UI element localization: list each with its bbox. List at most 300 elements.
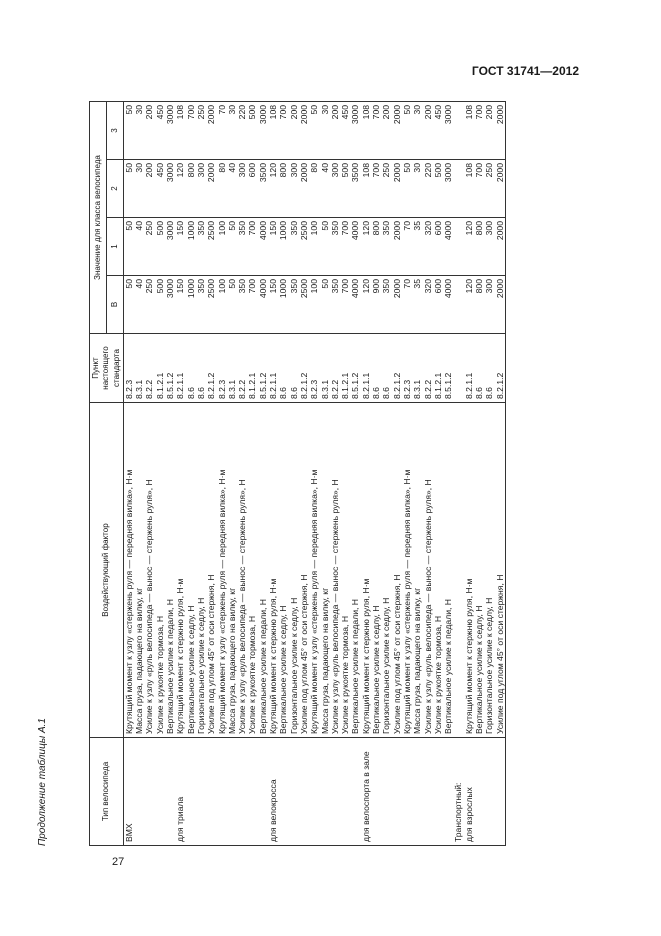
cell-clause: 8.2.1.1 (175, 334, 185, 403)
table-row (155, 101, 165, 845)
cell-class-3: 200 (423, 101, 433, 159)
cell-class-2: 220 (423, 160, 433, 218)
cell-type (474, 738, 484, 846)
table-row (402, 101, 412, 845)
cell-class-2: 300 (196, 160, 206, 218)
cell-class-1: 700 (340, 218, 350, 276)
cell-class-b: 250 (144, 276, 154, 334)
cell-class-2: 250 (484, 160, 494, 218)
cell-class-2: 3000 (165, 160, 175, 218)
cell-class-2: 3500 (258, 160, 268, 218)
cell-class-1: 350 (196, 218, 206, 276)
cell-class-b: 150 (175, 276, 185, 334)
table-row (227, 101, 237, 845)
cell-factor: Крутящий момент к узлу «стержень руля — передняя вилка», Н·м (123, 403, 134, 738)
cell-clause: 8.1.2.1 (340, 334, 350, 403)
cell-clause: 8.2.2 (330, 334, 340, 403)
cell-type (247, 738, 257, 846)
cell-class-1: 3000 (165, 218, 175, 276)
cell-class-2: 300 (237, 160, 247, 218)
cell-clause: 8.2.1.1 (268, 334, 278, 403)
cell-type (196, 738, 206, 846)
table-row (361, 101, 371, 845)
cell-class-2: 200 (144, 160, 154, 218)
cell-clause: 8.6 (289, 334, 299, 403)
cell-clause: 8.6 (196, 334, 206, 403)
cell-class-1: 1000 (278, 218, 288, 276)
load-table (89, 101, 506, 846)
cell-class-b: 500 (155, 276, 165, 334)
cell-class-b: 4000 (443, 276, 453, 334)
cell-class-b: 1000 (186, 276, 196, 334)
cell-factor: Вертикальное усилие к седлу, Н (474, 403, 484, 738)
cell-class-b: 700 (340, 276, 350, 334)
cell-factor: Крутящий момент к узлу «стержень руля — передняя вилка», Н·м (402, 403, 412, 738)
cell-class-3: 220 (237, 101, 247, 159)
cell-type (165, 738, 175, 846)
table-row (144, 101, 154, 845)
table-row (423, 101, 433, 845)
cell-type: Транспортный: (453, 738, 463, 846)
cell-class-b: 120 (464, 276, 474, 334)
cell-factor: Масса груза, падающего на вилку, кг (134, 403, 144, 738)
cell-class-1: 2500 (206, 218, 216, 276)
cell-type (289, 738, 299, 846)
cell-class-3: 2000 (392, 101, 402, 159)
cell-class-2: 500 (433, 160, 443, 218)
cell-factor: Крутящий момент к стержню руля, Н·м (175, 403, 185, 738)
cell-factor: Усилие под углом 45° от оси стержня, Н (495, 403, 506, 738)
cell-type (299, 738, 309, 846)
cell-class-1: 50 (320, 218, 330, 276)
cell-class-b: 70 (402, 276, 412, 334)
cell-class-1: 70 (402, 218, 412, 276)
cell-clause: 8.2.2 (144, 334, 154, 403)
cell-class-2: 2000 (299, 160, 309, 218)
table-row (350, 101, 360, 845)
cell-factor: Вертикальное усилие к педали, Н (258, 403, 268, 738)
cell-type: для триала (175, 738, 185, 846)
cell-factor: Усилие к узлу «руль велосипеда — вынос — стержень руля», Н (144, 403, 154, 738)
cell-class-1: 350 (330, 218, 340, 276)
cell-class-2: 120 (268, 160, 278, 218)
cell-class-b (453, 276, 463, 334)
cell-clause: 8.3.1 (134, 334, 144, 403)
cell-clause: 8.2.3 (217, 334, 227, 403)
cell-class-3: 450 (155, 101, 165, 159)
cell-class-3: 250 (196, 101, 206, 159)
cell-class-1: 50 (123, 218, 134, 276)
cell-factor: Усилие к рукоятке тормоза, Н (433, 403, 443, 738)
cell-factor: Вертикальное усилие к педали, Н (443, 403, 453, 738)
cell-class-b: 4000 (258, 276, 268, 334)
cell-class-1: 4000 (258, 218, 268, 276)
cell-clause: 8.2.1.2 (495, 334, 506, 403)
cell-class-1: 40 (134, 218, 144, 276)
cell-class-2: 700 (371, 160, 381, 218)
cell-class-3: 3000 (350, 101, 360, 159)
cell-class-3: 450 (340, 101, 350, 159)
cell-type (309, 738, 319, 846)
cell-factor: Горизонтальное усилие к седлу, Н (196, 403, 206, 738)
cell-class-3: 30 (412, 101, 422, 159)
header-class-b: В (106, 276, 123, 334)
cell-clause: 8.6 (381, 334, 391, 403)
cell-class-b: 3000 (165, 276, 175, 334)
cell-class-1: 500 (155, 218, 165, 276)
cell-type (423, 738, 433, 846)
cell-class-1: 150 (175, 218, 185, 276)
table-row (453, 101, 463, 845)
cell-class-1: 1000 (186, 218, 196, 276)
cell-class-2: 300 (289, 160, 299, 218)
cell-factor: Усилие под углом 45° от оси стержня, Н (392, 403, 402, 738)
table-row (464, 101, 474, 845)
cell-class-1: 800 (474, 218, 484, 276)
cell-clause: 8.2.2 (237, 334, 247, 403)
cell-class-b: 50 (320, 276, 330, 334)
table-row (196, 101, 206, 845)
table-row (299, 101, 309, 845)
cell-clause: 8.3.1 (320, 334, 330, 403)
cell-class-3: 50 (123, 101, 134, 159)
cell-factor: Усилие к узлу «руль велосипеда — вынос — стержень руля», Н (423, 403, 433, 738)
cell-type (392, 738, 402, 846)
table-row (289, 101, 299, 845)
cell-clause: 8.1.2.1 (247, 334, 257, 403)
cell-class-b: 350 (330, 276, 340, 334)
cell-class-3: 2000 (206, 101, 216, 159)
cell-class-b: 100 (217, 276, 227, 334)
table-row (381, 101, 391, 845)
cell-type (258, 738, 268, 846)
cell-factor: Масса груза, падающего на вилку, кг (227, 403, 237, 738)
cell-class-2: 800 (186, 160, 196, 218)
cell-clause: 8.6 (186, 334, 196, 403)
cell-factor: Вертикальное усилие к седлу, Н (186, 403, 196, 738)
cell-class-3: 700 (186, 101, 196, 159)
cell-class-3: 30 (227, 101, 237, 159)
cell-type (278, 738, 288, 846)
cell-class-3: 30 (134, 101, 144, 159)
table-row (495, 101, 506, 845)
cell-class-1: 150 (268, 218, 278, 276)
cell-class-3: 50 (402, 101, 412, 159)
cell-clause: 8.2.3 (123, 334, 134, 403)
cell-class-2: 700 (474, 160, 484, 218)
table-row (206, 101, 216, 845)
cell-type (433, 738, 443, 846)
table-row (309, 101, 319, 845)
header-class-2: 2 (106, 160, 123, 218)
cell-factor: Усилие к узлу «руль велосипеда — вынос — стержень руля», Н (330, 403, 340, 738)
cell-class-1: 2000 (495, 218, 506, 276)
cell-factor: Усилие под углом 45° от оси стержня, Н (299, 403, 309, 738)
cell-class-b: 350 (289, 276, 299, 334)
cell-class-b: 2000 (392, 276, 402, 334)
cell-class-b: 1000 (278, 276, 288, 334)
cell-class-3: 700 (371, 101, 381, 159)
cell-class-3: 50 (309, 101, 319, 159)
cell-clause: 8.6 (484, 334, 494, 403)
table-row (123, 101, 134, 845)
cell-clause (453, 334, 463, 403)
cell-class-b: 40 (134, 276, 144, 334)
cell-class-3: 200 (289, 101, 299, 159)
cell-class-3: 200 (330, 101, 340, 159)
cell-class-1: 100 (309, 218, 319, 276)
cell-factor: Усилие к узлу «руль велосипеда — вынос — стержень руля», Н (237, 403, 247, 738)
cell-class-2: 3000 (443, 160, 453, 218)
cell-class-3: 70 (217, 101, 227, 159)
cell-class-1: 250 (144, 218, 154, 276)
cell-class-1: 2000 (392, 218, 402, 276)
cell-clause: 8.2.3 (402, 334, 412, 403)
cell-class-3 (453, 101, 463, 159)
cell-clause: 8.6 (371, 334, 381, 403)
cell-class-b: 2500 (299, 276, 309, 334)
cell-type (227, 738, 237, 846)
cell-class-2: 2000 (392, 160, 402, 218)
cell-class-2: 2000 (495, 160, 506, 218)
cell-type (340, 738, 350, 846)
cell-factor: Усилие к рукоятке тормоза, Н (155, 403, 165, 738)
cell-class-1: 300 (484, 218, 494, 276)
cell-class-2: 2000 (206, 160, 216, 218)
cell-class-3: 2000 (299, 101, 309, 159)
cell-type (350, 738, 360, 846)
header-values-group: Значение для класса велосипеда (90, 101, 107, 333)
cell-type (443, 738, 453, 846)
cell-type: ВМХ (123, 738, 134, 846)
cell-class-1: 35 (412, 218, 422, 276)
cell-class-2: 30 (412, 160, 422, 218)
cell-factor: Вертикальное усилие к седлу, Н (371, 403, 381, 738)
cell-factor: Крутящий момент к стержню руля, Н·м (464, 403, 474, 738)
cell-type (237, 738, 247, 846)
cell-clause: 8.5.1.2 (443, 334, 453, 403)
cell-type (402, 738, 412, 846)
table-row (237, 101, 247, 845)
header-clause: Пункт настоящего стандарта (90, 334, 124, 403)
cell-clause: 8.2.1.2 (392, 334, 402, 403)
cell-class-1: 50 (227, 218, 237, 276)
cell-factor: Вертикальное усилие к седлу, Н (278, 403, 288, 738)
table-row (474, 101, 484, 845)
cell-type (186, 738, 196, 846)
cell-class-b: 35 (412, 276, 422, 334)
cell-clause: 8.2.2 (423, 334, 433, 403)
cell-class-1: 2500 (299, 218, 309, 276)
standard-header: ГОСТ 31741—2012 (471, 64, 579, 78)
cell-type (330, 738, 340, 846)
cell-class-3: 3000 (165, 101, 175, 159)
cell-class-1: 320 (423, 218, 433, 276)
cell-factor: Масса груза, падающего на вилку, кг (412, 403, 422, 738)
cell-class-3: 700 (278, 101, 288, 159)
cell-class-3: 108 (361, 101, 371, 159)
cell-type: для велокросса (268, 738, 278, 846)
cell-factor: Крутящий момент к узлу «стержень руля — передняя вилка», Н·м (217, 403, 227, 738)
cell-type (144, 738, 154, 846)
cell-class-b: 2500 (206, 276, 216, 334)
cell-clause: 8.1.2.1 (155, 334, 165, 403)
table-caption: Продолжение таблицы А.1 (37, 718, 48, 846)
cell-class-b: 600 (433, 276, 443, 334)
cell-class-b: 120 (361, 276, 371, 334)
cell-type (495, 738, 506, 846)
cell-class-1: 350 (289, 218, 299, 276)
header-factor: Воздействующий фактор (90, 403, 124, 738)
cell-class-2: 80 (217, 160, 227, 218)
cell-class-3: 200 (144, 101, 154, 159)
table-body (123, 101, 505, 845)
cell-class-3: 3000 (443, 101, 453, 159)
table-row (134, 101, 144, 845)
cell-factor: Усилие к рукоятке тормоза, Н (340, 403, 350, 738)
table-row (443, 101, 453, 845)
table-row (433, 101, 443, 845)
cell-class-b: 350 (196, 276, 206, 334)
cell-clause: 8.3.1 (227, 334, 237, 403)
cell-class-3: 700 (474, 101, 484, 159)
cell-class-2: 30 (134, 160, 144, 218)
cell-class-2: 108 (464, 160, 474, 218)
cell-class-3: 108 (268, 101, 278, 159)
cell-class-2: 40 (227, 160, 237, 218)
cell-class-1: 4000 (443, 218, 453, 276)
cell-class-3: 200 (484, 101, 494, 159)
cell-factor: Масса груза, падающего на вилку, кг (320, 403, 330, 738)
cell-factor: Крутящий момент к стержню руля, Н·м (268, 403, 278, 738)
cell-class-1: 700 (247, 218, 257, 276)
cell-class-1: 120 (464, 218, 474, 276)
cell-class-b: 300 (484, 276, 494, 334)
cell-class-2: 120 (175, 160, 185, 218)
cell-class-b: 800 (474, 276, 484, 334)
cell-clause: 8.2.1.1 (361, 334, 371, 403)
cell-class-2: 500 (340, 160, 350, 218)
cell-class-3: 2000 (495, 101, 506, 159)
rotated-table-area (35, 36, 595, 846)
cell-class-3: 3000 (258, 101, 268, 159)
cell-class-2: 50 (123, 160, 134, 218)
cell-factor: Крутящий момент к узлу «стержень руля — передняя вилка», Н·м (309, 403, 319, 738)
cell-clause: 8.5.1.2 (165, 334, 175, 403)
cell-clause: 8.2.3 (309, 334, 319, 403)
table-row (330, 101, 340, 845)
table-row (165, 101, 175, 845)
cell-type (134, 738, 144, 846)
cell-clause: 8.5.1.2 (350, 334, 360, 403)
cell-class-1: 120 (361, 218, 371, 276)
cell-type (320, 738, 330, 846)
cell-class-1: 350 (237, 218, 247, 276)
cell-class-1: 600 (433, 218, 443, 276)
cell-clause: 8.1.2.1 (433, 334, 443, 403)
cell-class-b: 4000 (350, 276, 360, 334)
cell-type (381, 738, 391, 846)
table-row (268, 101, 278, 845)
cell-class-2: 40 (320, 160, 330, 218)
cell-clause: 8.6 (278, 334, 288, 403)
cell-class-b: 700 (247, 276, 257, 334)
table-row (392, 101, 402, 845)
header-type: Тип велосипеда (90, 738, 124, 846)
cell-class-2: 250 (381, 160, 391, 218)
cell-factor: Горизонтальное усилие к седлу, Н (381, 403, 391, 738)
cell-class-2: 50 (402, 160, 412, 218)
cell-factor: Горизонтальное усилие к седлу, Н (289, 403, 299, 738)
cell-class-2: 108 (361, 160, 371, 218)
table-row (340, 101, 350, 845)
cell-factor (453, 403, 463, 738)
cell-class-2: 3500 (350, 160, 360, 218)
cell-class-1: 4000 (350, 218, 360, 276)
table-row (186, 101, 196, 845)
cell-factor: Крутящий момент к стержню руля, Н·м (361, 403, 371, 738)
cell-class-2: 800 (278, 160, 288, 218)
cell-class-b: 350 (237, 276, 247, 334)
cell-type (412, 738, 422, 846)
cell-class-2: 600 (247, 160, 257, 218)
cell-clause: 8.2.1.2 (299, 334, 309, 403)
header-class-1: 1 (106, 218, 123, 276)
cell-clause: 8.3.1 (412, 334, 422, 403)
cell-class-3: 500 (247, 101, 257, 159)
cell-class-2: 80 (309, 160, 319, 218)
cell-factor: Горизонтальное усилие к седлу, Н (484, 403, 494, 738)
cell-factor: Вертикальное усилие к педали, Н (350, 403, 360, 738)
cell-factor: Усилие к рукоятке тормоза, Н (247, 403, 257, 738)
table-row (278, 101, 288, 845)
page-number: 27 (112, 856, 125, 868)
cell-clause: 8.5.1.2 (258, 334, 268, 403)
cell-class-2: 300 (330, 160, 340, 218)
cell-class-b: 100 (309, 276, 319, 334)
table-row (484, 101, 494, 845)
table-row (258, 101, 268, 845)
header-class-3: 3 (106, 101, 123, 159)
cell-type (217, 738, 227, 846)
cell-type: для взрослых (464, 738, 474, 846)
cell-class-b: 2000 (495, 276, 506, 334)
cell-class-1 (453, 218, 463, 276)
cell-class-2 (453, 160, 463, 218)
cell-type: для велоспорта в зале (361, 738, 371, 846)
cell-factor: Усилие под углом 45° от оси стержня, Н (206, 403, 216, 738)
cell-type (371, 738, 381, 846)
cell-type (155, 738, 165, 846)
table-row (247, 101, 257, 845)
table-row (320, 101, 330, 845)
cell-class-3: 450 (433, 101, 443, 159)
cell-type (484, 738, 494, 846)
cell-class-3: 108 (175, 101, 185, 159)
cell-clause: 8.6 (474, 334, 484, 403)
cell-class-3: 200 (381, 101, 391, 159)
cell-class-b: 50 (227, 276, 237, 334)
cell-class-1: 100 (217, 218, 227, 276)
cell-class-b: 150 (268, 276, 278, 334)
cell-type (206, 738, 216, 846)
cell-class-1: 350 (381, 218, 391, 276)
cell-class-3: 30 (320, 101, 330, 159)
cell-class-2: 450 (155, 160, 165, 218)
table-row (371, 101, 381, 845)
cell-class-b: 350 (381, 276, 391, 334)
cell-clause: 8.2.1.2 (206, 334, 216, 403)
